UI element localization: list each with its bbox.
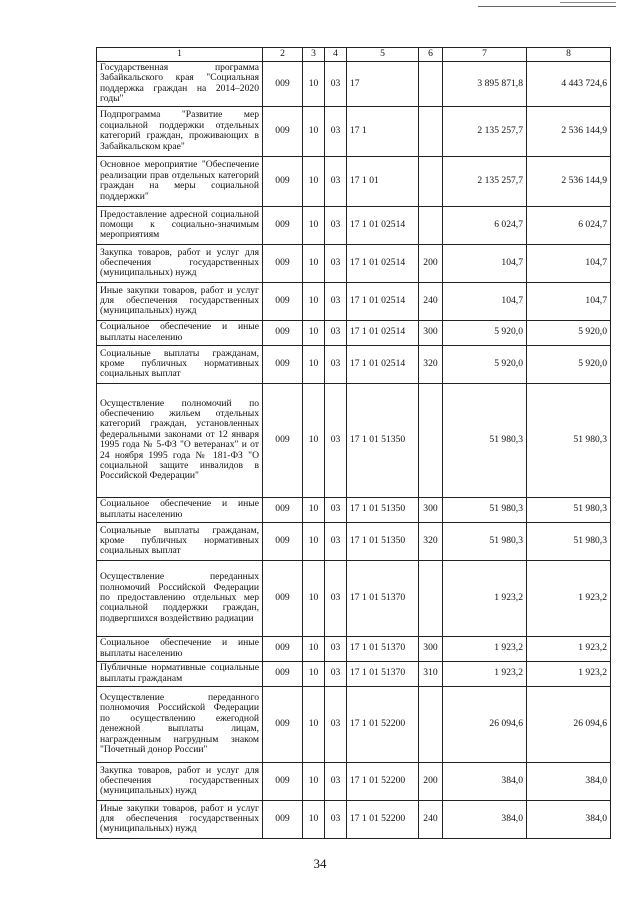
- row-name: Иные закупки товаров, работ и услуг для обеспечения государственных (муниципальных) нужд: [97, 282, 263, 320]
- ministry-code: 009: [263, 800, 303, 838]
- section-code: 10: [303, 345, 325, 383]
- expense-type-code: [419, 156, 443, 206]
- expense-type-code: 310: [419, 661, 443, 686]
- expense-type-code: 240: [419, 282, 443, 320]
- target-article-code: 17 1 01 51350: [347, 522, 419, 560]
- ministry-code: 009: [263, 522, 303, 560]
- amount-year-2: 104,7: [527, 282, 611, 320]
- table-row: [97, 62, 611, 107]
- amount-year-2: 51 980,3: [527, 497, 611, 522]
- section-code: 10: [303, 497, 325, 522]
- subsection-code: 03: [325, 156, 347, 206]
- row-name: Социальное обеспечение и иные выплаты населению: [97, 497, 263, 522]
- subsection-code: 03: [325, 560, 347, 636]
- row-name: Осуществление полномочий по обеспечению жильем отдельных категорий граждан, установленных федеральными законами от 12 января 1995 года № 5-ФЗ "О ветеранах" и от 24 ноября 1995 года № 181-ФЗ "О социальной защите инвалидов в Российской Федерации": [97, 383, 263, 497]
- expense-type-code: 300: [419, 636, 443, 661]
- page-number: 34: [313, 856, 327, 871]
- target-article-code: 17 1 01 02514: [347, 345, 419, 383]
- ministry-code: 009: [263, 156, 303, 206]
- expense-type-code: [419, 383, 443, 497]
- target-article-code: 17 1 01 52200: [347, 800, 419, 838]
- subsection-code: 03: [325, 800, 347, 838]
- amount-year-2: 6 024,7: [527, 206, 611, 244]
- table-row: [97, 106, 611, 156]
- amount-year-1: 26 094,6: [443, 686, 527, 762]
- table-row: [97, 800, 611, 838]
- row-name: Публичные нормативные социальные выплаты гражданам: [97, 661, 263, 686]
- amount-year-2: 51 980,3: [527, 383, 611, 497]
- table-row: [97, 244, 611, 282]
- section-code: 10: [303, 282, 325, 320]
- subsection-code: 03: [325, 636, 347, 661]
- amount-year-1: 6 024,7: [443, 206, 527, 244]
- amount-year-1: 104,7: [443, 244, 527, 282]
- ministry-code: 009: [263, 762, 303, 800]
- amount-year-2: 2 536 144,9: [527, 106, 611, 156]
- amount-year-1: 384,0: [443, 762, 527, 800]
- target-article-code: 17 1: [347, 106, 419, 156]
- subsection-code: 03: [325, 522, 347, 560]
- table-row: [97, 156, 611, 206]
- ministry-code: 009: [263, 320, 303, 345]
- amount-year-2: 4 443 724,6: [527, 62, 611, 107]
- scan-edge-mark-secondary: [560, 2, 616, 3]
- ministry-code: 009: [263, 282, 303, 320]
- section-code: 10: [303, 800, 325, 838]
- row-name: Социальные выплаты гражданам, кроме публичных нормативных социальных выплат: [97, 522, 263, 560]
- target-article-code: 17 1 01 52200: [347, 762, 419, 800]
- section-code: 10: [303, 762, 325, 800]
- expense-type-code: [419, 206, 443, 244]
- amount-year-2: 1 923,2: [527, 560, 611, 636]
- ministry-code: 009: [263, 383, 303, 497]
- expense-type-code: 320: [419, 345, 443, 383]
- target-article-code: 17: [347, 62, 419, 107]
- amount-year-1: 51 980,3: [443, 522, 527, 560]
- target-article-code: 17 1 01 02514: [347, 320, 419, 345]
- ministry-code: 009: [263, 560, 303, 636]
- section-code: 10: [303, 106, 325, 156]
- row-name: Предоставление адресной социальной помощи к социально-значимым мероприятиям: [97, 206, 263, 244]
- table-row: [97, 345, 611, 383]
- expense-type-code: [419, 686, 443, 762]
- table-row: [97, 560, 611, 636]
- row-name: Социальные выплаты гражданам, кроме публичных нормативных социальных выплат: [97, 345, 263, 383]
- amount-year-2: 2 536 144,9: [527, 156, 611, 206]
- section-code: 10: [303, 661, 325, 686]
- target-article-code: 17 1 01 51350: [347, 383, 419, 497]
- amount-year-2: 26 094,6: [527, 686, 611, 762]
- table-header-row: [97, 48, 611, 62]
- table-row: [97, 686, 611, 762]
- amount-year-1: 1 923,2: [443, 560, 527, 636]
- amount-year-2: 104,7: [527, 244, 611, 282]
- subsection-code: 03: [325, 206, 347, 244]
- amount-year-1: 51 980,3: [443, 383, 527, 497]
- table-row: [97, 497, 611, 522]
- budget-table: [96, 47, 611, 839]
- section-code: 10: [303, 320, 325, 345]
- ministry-code: 009: [263, 62, 303, 107]
- column-header-6: 6: [419, 48, 443, 62]
- ministry-code: 009: [263, 244, 303, 282]
- amount-year-2: 1 923,2: [527, 636, 611, 661]
- row-name: Социальное обеспечение и иные выплаты населению: [97, 636, 263, 661]
- subsection-code: 03: [325, 383, 347, 497]
- amount-year-1: 104,7: [443, 282, 527, 320]
- column-header-2: 2: [263, 48, 303, 62]
- row-name: Иные закупки товаров, работ и услуг для обеспечения государственных (муниципальных) нужд: [97, 800, 263, 838]
- section-code: 10: [303, 383, 325, 497]
- subsection-code: 03: [325, 345, 347, 383]
- table-row: [97, 320, 611, 345]
- ministry-code: 009: [263, 661, 303, 686]
- row-name: Государственная программа Забайкальского края "Социальная поддержка граждан на 2014–2020 годы": [97, 62, 263, 107]
- ministry-code: 009: [263, 106, 303, 156]
- row-name: Социальное обеспечение и иные выплаты населению: [97, 320, 263, 345]
- section-code: 10: [303, 62, 325, 107]
- amount-year-1: 2 135 257,7: [443, 156, 527, 206]
- row-name: Осуществление переданного полномочия Российской Федерации по осуществлению ежегодной денежной выплаты лицам, награжденным нагрудным знаком "Почетный донор России": [97, 686, 263, 762]
- subsection-code: 03: [325, 661, 347, 686]
- expense-type-code: [419, 106, 443, 156]
- subsection-code: 03: [325, 686, 347, 762]
- table-row: [97, 762, 611, 800]
- amount-year-1: 1 923,2: [443, 636, 527, 661]
- target-article-code: 17 1 01 51370: [347, 661, 419, 686]
- amount-year-1: 5 920,0: [443, 320, 527, 345]
- expense-type-code: 240: [419, 800, 443, 838]
- target-article-code: 17 1 01 02514: [347, 282, 419, 320]
- target-article-code: 17 1 01 51370: [347, 560, 419, 636]
- table-row: [97, 661, 611, 686]
- column-header-3: 3: [303, 48, 325, 62]
- amount-year-1: 5 920,0: [443, 345, 527, 383]
- section-code: 10: [303, 636, 325, 661]
- row-name: Закупка товаров, работ и услуг для обеспечения государственных (муниципальных) нужд: [97, 244, 263, 282]
- ministry-code: 009: [263, 686, 303, 762]
- subsection-code: 03: [325, 244, 347, 282]
- column-header-1: 1: [97, 48, 263, 62]
- subsection-code: 03: [325, 762, 347, 800]
- expense-type-code: [419, 560, 443, 636]
- expense-type-code: 200: [419, 762, 443, 800]
- row-name: Закупка товаров, работ и услуг для обеспечения государственных (муниципальных) нужд: [97, 762, 263, 800]
- ministry-code: 009: [263, 345, 303, 383]
- amount-year-1: 2 135 257,7: [443, 106, 527, 156]
- row-name: Подпрограмма "Развитие мер социальной поддержки отдельных категорий граждан, проживающих в Забайкальском крае": [97, 106, 263, 156]
- amount-year-1: 3 895 871,8: [443, 62, 527, 107]
- ministry-code: 009: [263, 497, 303, 522]
- section-code: 10: [303, 560, 325, 636]
- column-header-5: 5: [347, 48, 419, 62]
- table-row: [97, 383, 611, 497]
- section-code: 10: [303, 522, 325, 560]
- amount-year-1: 384,0: [443, 800, 527, 838]
- amount-year-2: 5 920,0: [527, 345, 611, 383]
- amount-year-2: 51 980,3: [527, 522, 611, 560]
- ministry-code: 009: [263, 636, 303, 661]
- expense-type-code: 320: [419, 522, 443, 560]
- subsection-code: 03: [325, 497, 347, 522]
- expense-type-code: [419, 62, 443, 107]
- expense-type-code: 300: [419, 320, 443, 345]
- subsection-code: 03: [325, 106, 347, 156]
- table-row: [97, 206, 611, 244]
- section-code: 10: [303, 244, 325, 282]
- target-article-code: 17 1 01 02514: [347, 206, 419, 244]
- target-article-code: 17 1 01: [347, 156, 419, 206]
- target-article-code: 17 1 01 02514: [347, 244, 419, 282]
- column-header-7: 7: [443, 48, 527, 62]
- subsection-code: 03: [325, 282, 347, 320]
- expense-type-code: 200: [419, 244, 443, 282]
- subsection-code: 03: [325, 62, 347, 107]
- amount-year-1: 51 980,3: [443, 497, 527, 522]
- amount-year-2: 1 923,2: [527, 661, 611, 686]
- amount-year-2: 384,0: [527, 800, 611, 838]
- target-article-code: 17 1 01 52200: [347, 686, 419, 762]
- column-header-4: 4: [325, 48, 347, 62]
- section-code: 10: [303, 156, 325, 206]
- row-name: Осуществление переданных полномочий Российской Федерации по предоставлению отдельных мер социальной поддержки граждан, подвергшихся воздействию радиации: [97, 560, 263, 636]
- amount-year-1: 1 923,2: [443, 661, 527, 686]
- table-row: [97, 522, 611, 560]
- scan-edge-mark: [478, 6, 616, 7]
- section-code: 10: [303, 686, 325, 762]
- amount-year-2: 384,0: [527, 762, 611, 800]
- ministry-code: 009: [263, 206, 303, 244]
- expense-type-code: 300: [419, 497, 443, 522]
- table-row: [97, 282, 611, 320]
- target-article-code: 17 1 01 51350: [347, 497, 419, 522]
- column-header-8: 8: [527, 48, 611, 62]
- target-article-code: 17 1 01 51370: [347, 636, 419, 661]
- table-row: [97, 636, 611, 661]
- subsection-code: 03: [325, 320, 347, 345]
- amount-year-2: 5 920,0: [527, 320, 611, 345]
- table-body: [97, 62, 611, 839]
- row-name: Основное мероприятие "Обеспечение реализации прав отдельных категорий граждан на меры социальной поддержки": [97, 156, 263, 206]
- section-code: 10: [303, 206, 325, 244]
